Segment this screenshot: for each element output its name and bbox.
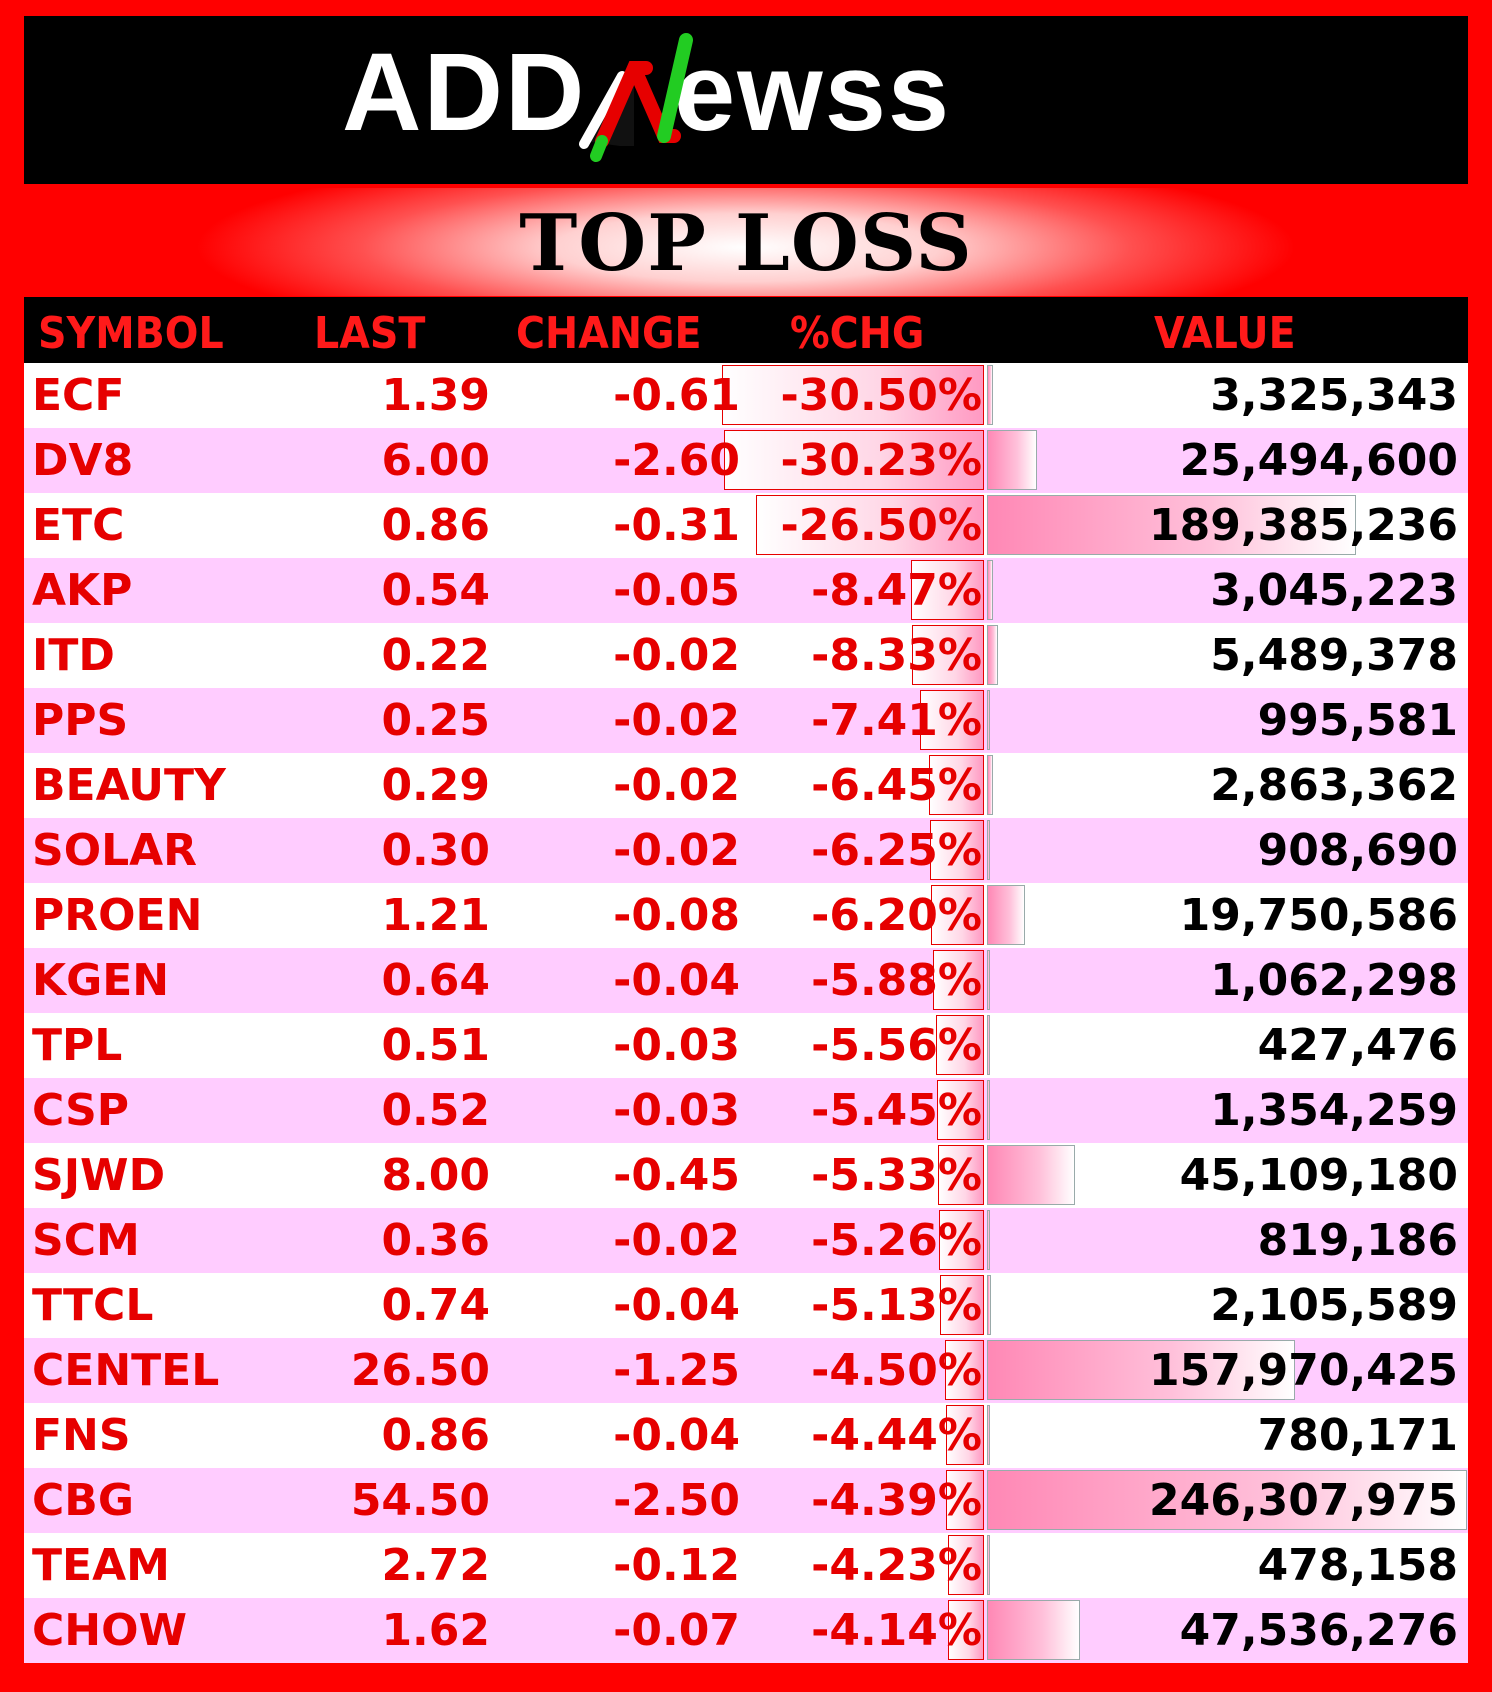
table-row — [24, 623, 1468, 688]
cell-symbol: PROEN — [32, 890, 203, 941]
value-databar — [987, 625, 998, 685]
cell-symbol: TEAM — [32, 1540, 170, 1591]
cell-last: 1.21 — [381, 890, 490, 941]
header-symbol: SYMBOL — [38, 308, 224, 359]
value-databar — [987, 560, 993, 620]
value-databar — [987, 1405, 990, 1465]
cell-value: 427,476 — [1257, 1020, 1458, 1071]
svg-text:ADD: ADD — [342, 31, 587, 154]
table-row — [24, 1533, 1468, 1598]
table-row — [24, 1598, 1468, 1663]
table-row — [24, 493, 1468, 558]
table-row — [24, 753, 1468, 818]
cell-pct: -4.39% — [811, 1475, 982, 1526]
cell-pct: -30.50% — [780, 370, 982, 421]
cell-pct: -5.33% — [811, 1150, 982, 1201]
table-row — [24, 1013, 1468, 1078]
top-loss-table — [24, 297, 1468, 1687]
cell-change: -0.03 — [613, 1020, 740, 1071]
table-header — [24, 297, 1468, 363]
cell-last: 0.30 — [381, 825, 490, 876]
cell-pct: -7.41% — [811, 695, 982, 746]
cell-change: -1.25 — [613, 1345, 740, 1396]
cell-change: -0.45 — [613, 1150, 740, 1201]
cell-last: 6.00 — [381, 435, 490, 486]
cell-change: -0.02 — [613, 695, 740, 746]
cell-last: 1.62 — [381, 1605, 490, 1656]
cell-pct: -26.50% — [780, 500, 982, 551]
cell-change: -2.60 — [613, 435, 740, 486]
cell-value: 5,489,378 — [1210, 630, 1458, 681]
cell-change: -0.61 — [613, 370, 740, 421]
cell-change: -0.07 — [613, 1605, 740, 1656]
cell-symbol: SOLAR — [32, 825, 198, 876]
cell-last: 0.25 — [381, 695, 490, 746]
cell-pct: -5.45% — [811, 1085, 982, 1136]
cell-symbol: AKP — [32, 565, 133, 616]
value-databar — [987, 1535, 990, 1595]
table-row — [24, 1273, 1468, 1338]
table-row — [24, 558, 1468, 623]
cell-last: 0.36 — [381, 1215, 490, 1266]
table-row — [24, 1468, 1468, 1533]
cell-value: 2,863,362 — [1210, 760, 1458, 811]
addnewss-logo — [24, 16, 1468, 184]
cell-pct: -5.56% — [811, 1020, 982, 1071]
cell-symbol: CENTEL — [32, 1345, 220, 1396]
cell-symbol: CBG — [32, 1475, 134, 1526]
cell-pct: -5.13% — [811, 1280, 982, 1331]
cell-value: 995,581 — [1257, 695, 1458, 746]
cell-symbol: TTCL — [32, 1280, 154, 1331]
cell-value: 1,062,298 — [1210, 955, 1458, 1006]
value-databar — [987, 885, 1025, 945]
cell-pct: -6.25% — [811, 825, 982, 876]
cell-pct: -4.50% — [811, 1345, 982, 1396]
cell-change: -0.02 — [613, 630, 740, 681]
cell-change: -0.05 — [613, 565, 740, 616]
value-databar — [987, 1275, 991, 1335]
table-row — [24, 883, 1468, 948]
cell-value: 478,158 — [1257, 1540, 1458, 1591]
cell-last: 0.86 — [381, 500, 490, 551]
header-last: LAST — [314, 308, 426, 359]
cell-symbol: DV8 — [32, 435, 134, 486]
cell-last: 0.54 — [381, 565, 490, 616]
value-databar — [987, 1210, 990, 1270]
cell-change: -0.31 — [613, 500, 740, 551]
cell-value: 1,354,259 — [1210, 1085, 1458, 1136]
cell-value: 189,385,236 — [1149, 500, 1458, 551]
table-row — [24, 1208, 1468, 1273]
value-databar — [987, 755, 993, 815]
cell-value: 246,307,975 — [1149, 1475, 1458, 1526]
cell-value: 25,494,600 — [1179, 435, 1458, 486]
cell-symbol: FNS — [32, 1410, 131, 1461]
table-row — [24, 1078, 1468, 1143]
cell-last: 0.22 — [381, 630, 490, 681]
cell-symbol: ETC — [32, 500, 125, 551]
value-databar — [987, 1015, 990, 1075]
cell-pct: -8.47% — [811, 565, 982, 616]
cell-last: 0.51 — [381, 1020, 490, 1071]
cell-pct: -4.44% — [811, 1410, 982, 1461]
cell-last: 2.72 — [381, 1540, 490, 1591]
cell-symbol: PPS — [32, 695, 129, 746]
value-databar — [987, 950, 990, 1010]
cell-pct: -5.26% — [811, 1215, 982, 1266]
table-row — [24, 688, 1468, 753]
table-row — [24, 1143, 1468, 1208]
cell-change: -0.02 — [613, 760, 740, 811]
cell-value: 19,750,586 — [1179, 890, 1458, 941]
cell-value: 908,690 — [1257, 825, 1458, 876]
cell-value: 3,045,223 — [1210, 565, 1458, 616]
value-databar — [987, 365, 993, 425]
cell-last: 0.86 — [381, 1410, 490, 1461]
cell-symbol: BEAUTY — [32, 760, 226, 811]
cell-value: 819,186 — [1257, 1215, 1458, 1266]
cell-last: 8.00 — [381, 1150, 490, 1201]
cell-change: -0.03 — [613, 1085, 740, 1136]
header-change: CHANGE — [516, 308, 702, 359]
cell-pct: -5.88% — [811, 955, 982, 1006]
cell-change: -0.02 — [613, 1215, 740, 1266]
table-row — [24, 818, 1468, 883]
table-row — [24, 948, 1468, 1013]
value-databar — [987, 820, 990, 880]
cell-pct: -30.23% — [780, 435, 982, 486]
cell-change: -0.04 — [613, 1280, 740, 1331]
table-row — [24, 1403, 1468, 1468]
cell-change: -0.08 — [613, 890, 740, 941]
value-databar — [987, 690, 990, 750]
cell-value: 47,536,276 — [1179, 1605, 1458, 1656]
cell-pct: -4.23% — [811, 1540, 982, 1591]
cell-value: 157,970,425 — [1149, 1345, 1458, 1396]
cell-symbol: KGEN — [32, 955, 170, 1006]
value-databar — [987, 1080, 990, 1140]
cell-last: 54.50 — [350, 1475, 490, 1526]
table-row — [24, 1338, 1468, 1403]
cell-last: 0.74 — [381, 1280, 490, 1331]
table-row — [24, 428, 1468, 493]
cell-value: 2,105,589 — [1210, 1280, 1458, 1331]
header-pct: %CHG — [790, 308, 925, 359]
cell-pct: -6.20% — [811, 890, 982, 941]
cell-change: -2.50 — [613, 1475, 740, 1526]
cell-last: 0.64 — [381, 955, 490, 1006]
cell-change: -0.12 — [613, 1540, 740, 1591]
cell-last: 0.52 — [381, 1085, 490, 1136]
brand-header — [24, 16, 1468, 184]
cell-value: 45,109,180 — [1179, 1150, 1458, 1201]
header-value: VALUE — [1154, 308, 1296, 359]
cell-symbol: TPL — [32, 1020, 123, 1071]
title-band — [24, 188, 1468, 296]
cell-change: -0.04 — [613, 1410, 740, 1461]
cell-last: 26.50 — [350, 1345, 490, 1396]
cell-symbol: ITD — [32, 630, 115, 681]
cell-last: 0.29 — [381, 760, 490, 811]
cell-value: 3,325,343 — [1210, 370, 1458, 421]
cell-value: 780,171 — [1257, 1410, 1458, 1461]
table-row — [24, 363, 1468, 428]
cell-last: 1.39 — [381, 370, 490, 421]
cell-pct: -4.14% — [811, 1605, 982, 1656]
cell-pct: -6.45% — [811, 760, 982, 811]
cell-symbol: SCM — [32, 1215, 140, 1266]
cell-symbol: SJWD — [32, 1150, 166, 1201]
cell-pct: -8.33% — [811, 630, 982, 681]
cell-symbol: CSP — [32, 1085, 130, 1136]
cell-symbol: ECF — [32, 370, 125, 421]
cell-symbol: CHOW — [32, 1605, 188, 1656]
cell-change: -0.02 — [613, 825, 740, 876]
cell-change: -0.04 — [613, 955, 740, 1006]
page-title: TOP LOSS — [519, 198, 973, 289]
svg-text:ewss: ewss — [674, 31, 952, 154]
